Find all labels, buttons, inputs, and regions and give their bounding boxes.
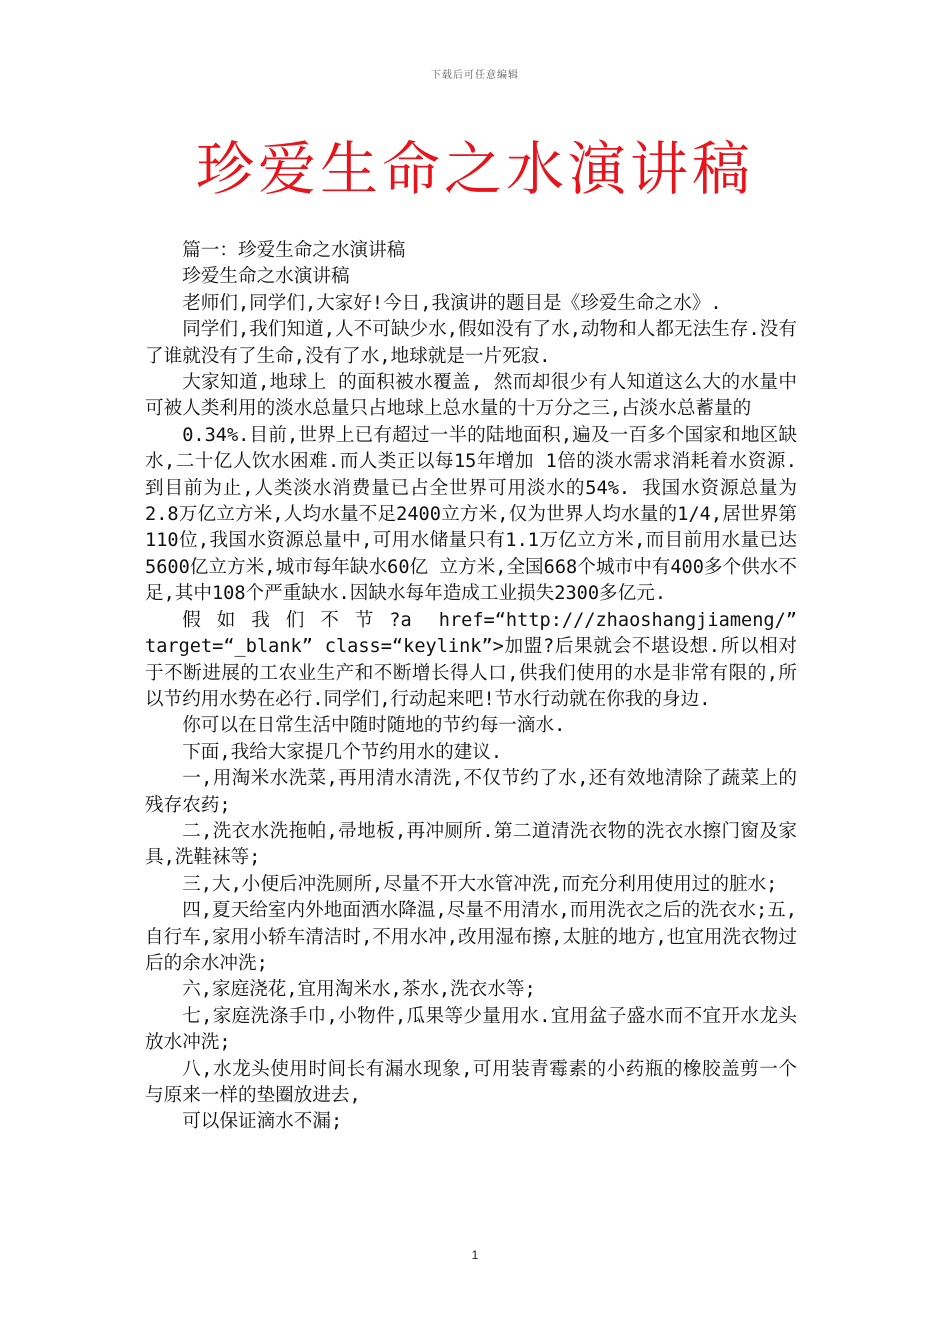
paragraph-subtitle: 珍爱生命之水演讲稿: [182, 266, 350, 288]
suggestion-item: 三,大,小便后冲洗厕所,尽量不开大水管冲洗,而充分利用使用过的脏水;: [182, 873, 778, 895]
paragraph: 你可以在日常生活中随时随地的节约每一滴水.: [182, 715, 566, 737]
suggestion-item: 一,用淘米水洗菜,再用清水清洗,不仅节约了水,还有效地清除了蔬菜上的残存农药;: [145, 768, 797, 816]
paragraph: 大家知道,地球上 的面积被水覆盖, 然而却很少有人知道这么大的水量中可被人类利用的淡水总量只占地球上总水量的十万分之三,占淡水总蓄量的: [145, 372, 797, 420]
suggestion-item: 八,水龙头使用时间长有漏水现象,可用装青霉素的小药瓶的橡胶盖剪一个与原来一样的垫圈放进去,: [145, 1058, 797, 1106]
paragraph: 0.34%.目前,世界上已有超过一半的陆地面积,遍及一百多个国家和地区缺水,二十亿人饮水困难.而人类正以每15年增加 1倍的淡水需求消耗着水资源.到目前为止,人类淡水消费量已占全世界可用淡水的54%. 我国水资源总量为2.8万亿立方米,人均水量不足2400立方米,仅为世界人均水量的1/4,居世界第 110位,我国水资源总量中,可用水储量只有1.1万亿立方米,而目前用水量已达5600亿立方米,城市每年缺水60亿 立方米,全国668个城市中有400多个供水不足,其中108个严重缺水.因缺水每年造成工业损失2300多亿元.: [145, 424, 797, 605]
document-body: [145, 238, 797, 1136]
document-title: 珍爱生命之水演讲稿: [195, 135, 754, 203]
paragraph-section-heading: 篇一：珍爱生命之水演讲稿: [182, 240, 406, 261]
suggestion-item: 二,洗衣水洗拖帕,帚地板,再冲厕所.第二道清洗衣物的洗衣水擦门窗及家具,洗鞋袜等;: [145, 820, 797, 869]
paragraph: 下面,我给大家提几个节约用水的建议.: [182, 741, 503, 763]
paragraph: 同学们,我们知道,人不可缺少水,假如没有了水,动物和人都无法生存.没有了谁就没有了生命,没有了水,地球就是一片死寂.: [145, 319, 797, 367]
suggestion-item: 六,家庭浇花,宜用淘米水,茶水,洗衣水等;: [182, 979, 536, 1001]
paragraph: 假如我们不节?a href=“http:///zhaoshangjiameng/” target=“_blank” class=“keylink”>加盟?后果就会不堪设想.所以相对于不断进展的工农业生产和不断增长得人口,供我们使用的水是非常有限的,所以节约用水势在必行.同学们,行动起来吧!节水行动就在你我的身边.: [145, 609, 797, 710]
paragraph-greeting: 老师们,同学们,大家好!今日,我演讲的题目是《珍爱生命之水》.: [182, 292, 722, 314]
page-number: 1: [471, 1248, 479, 1262]
header-note: 下载后可任意编辑: [431, 70, 519, 81]
suggestion-item: 可以保证滴水不漏;: [182, 1111, 343, 1133]
suggestion-item: 四,夏天给室内外地面洒水降温,尽量不用清水,而用洗衣之后的洗衣水;五,自行车,家用小轿车清洁时,不用水冲,改用湿布擦,太脏的地方,也宜用洗衣物过后的余水冲洗;: [145, 900, 797, 974]
suggestion-item: 七,家庭洗涤手巾,小物件,瓜果等少量用水.宜用盆子盛水而不宜开水龙头放水冲洗;: [145, 1005, 797, 1054]
